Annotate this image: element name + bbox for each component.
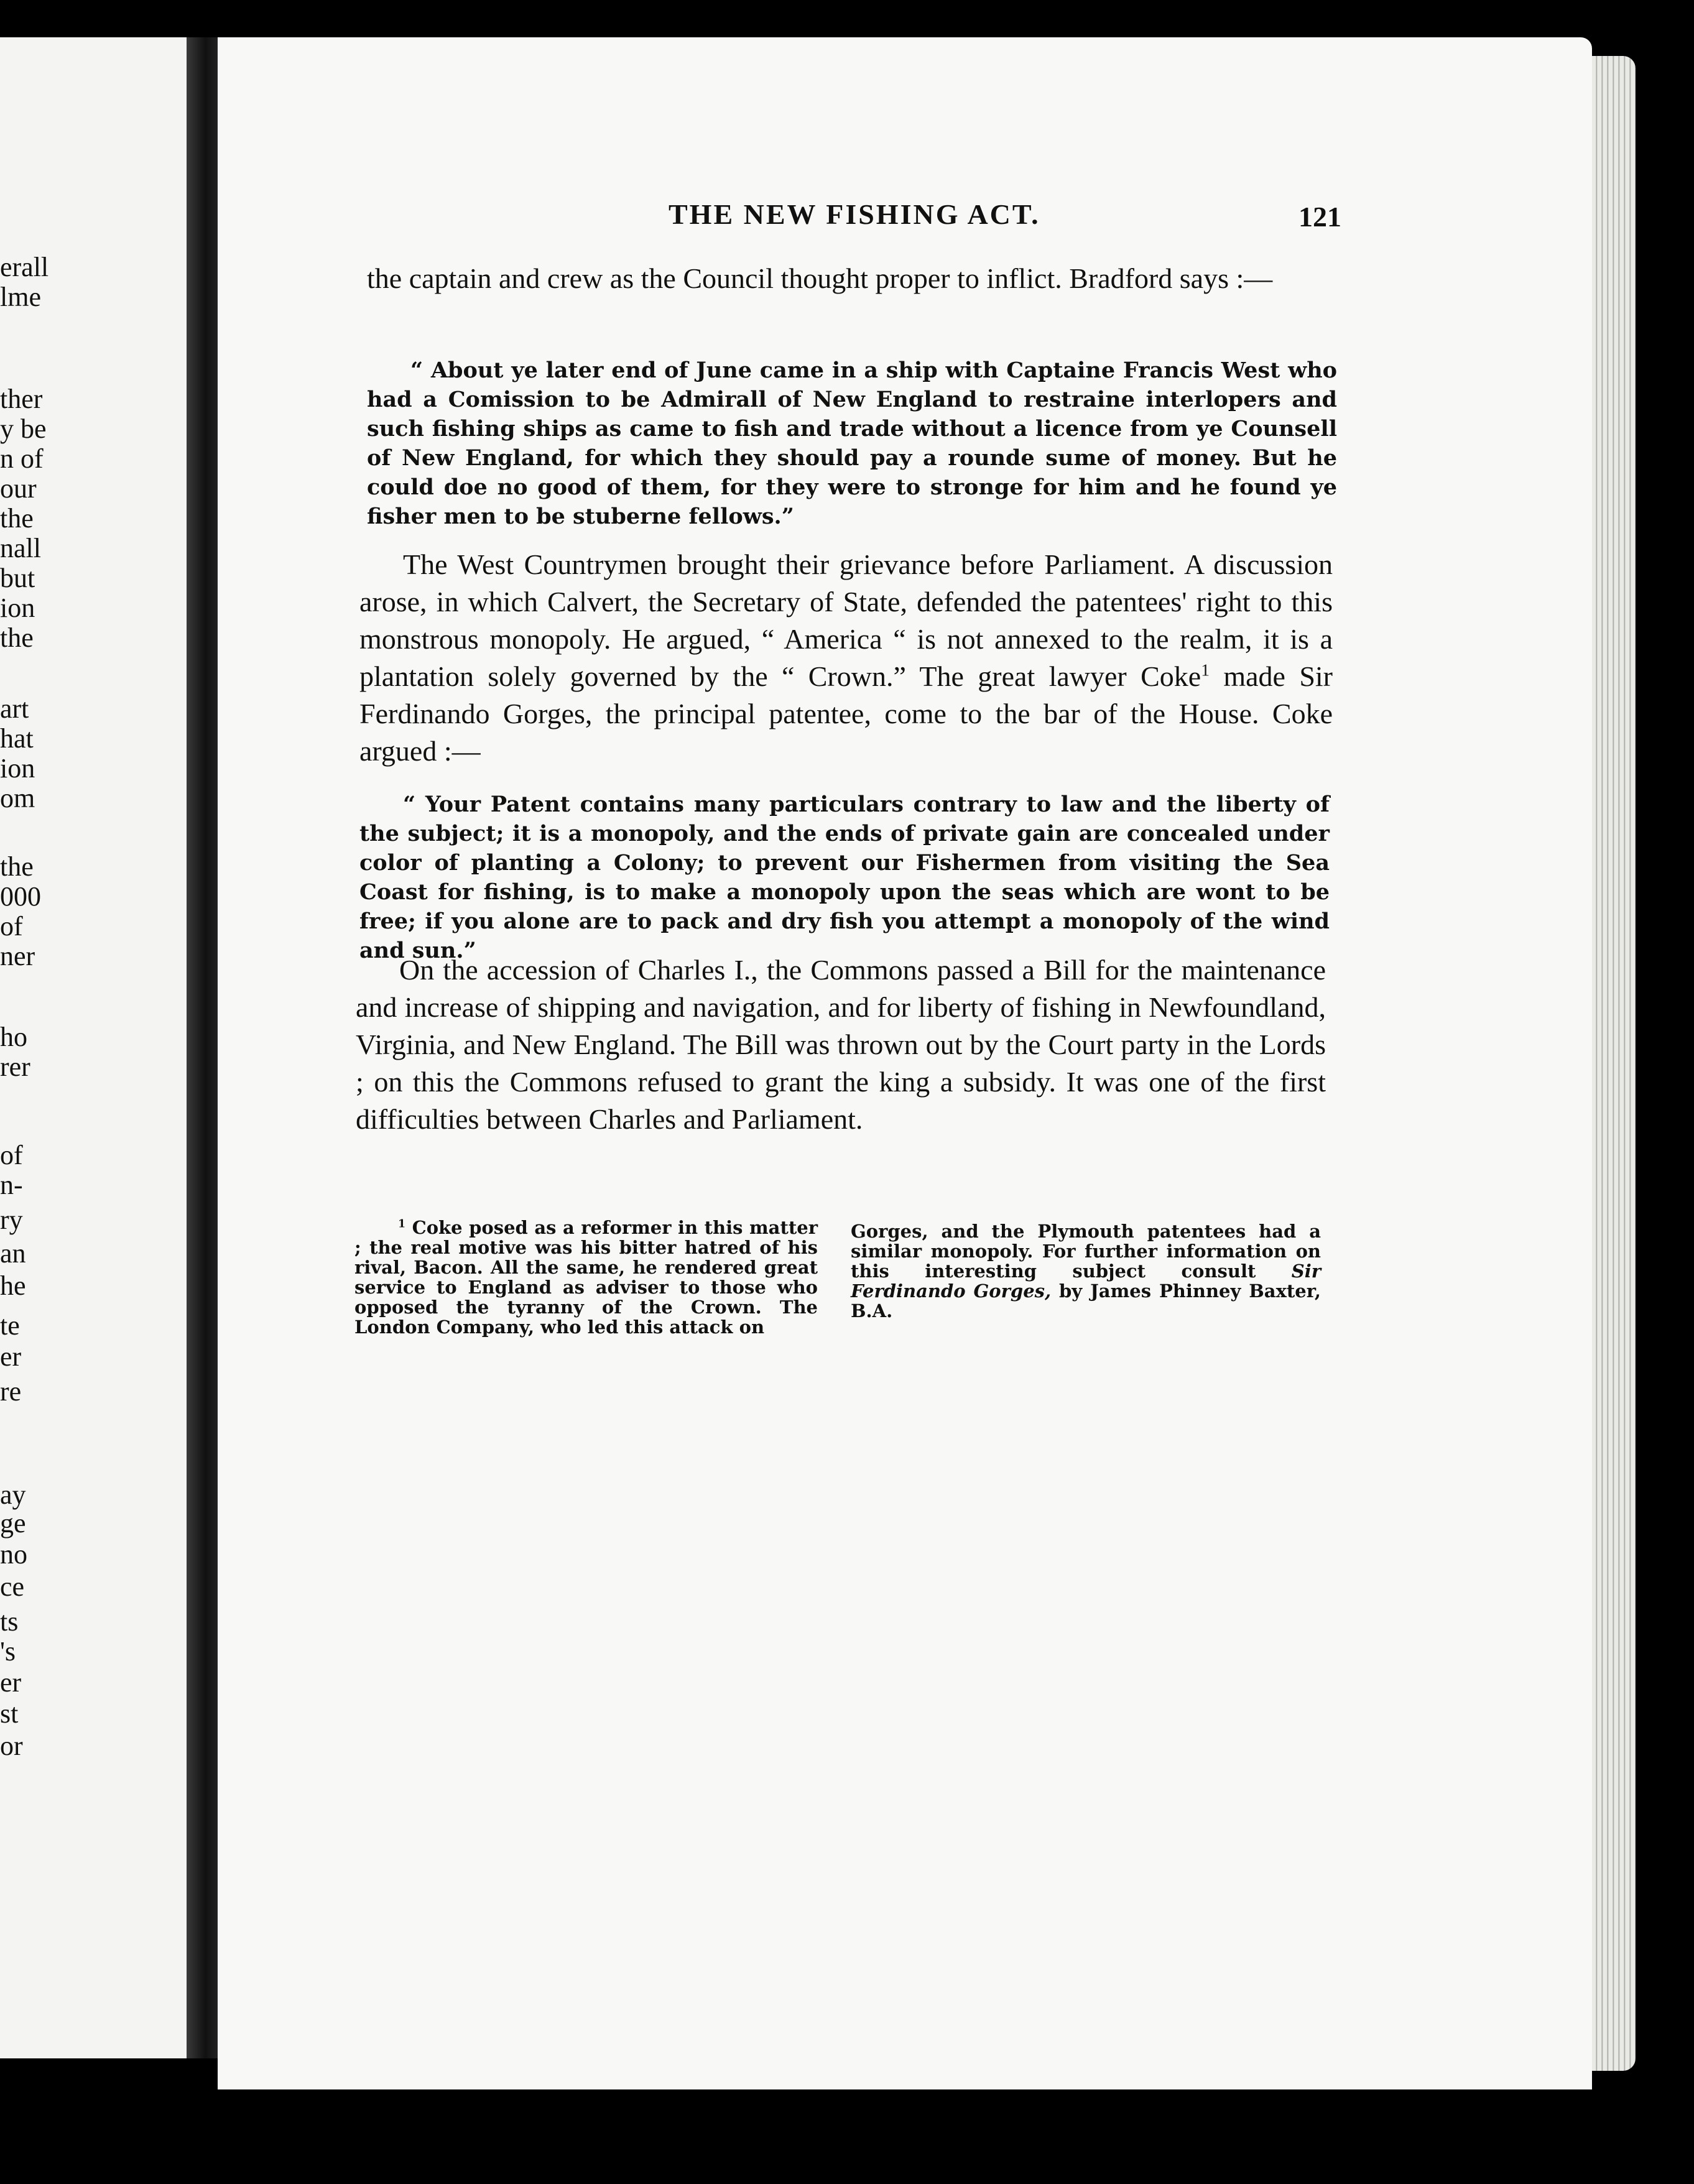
left-page-fragment: no <box>0 1539 27 1570</box>
left-page-fragment: lme <box>0 282 41 312</box>
left-page-fragment: n- <box>0 1170 23 1200</box>
left-page-fragment: ho <box>0 1022 27 1052</box>
left-page-fragment: nall <box>0 533 41 563</box>
left-page-fragment: om <box>0 783 35 813</box>
left-page-fragment: 's <box>0 1636 16 1667</box>
page-number: 121 <box>1298 201 1341 233</box>
left-page-fragment: the <box>0 503 34 534</box>
left-page-fragment: the <box>0 622 34 653</box>
left-page-fragment: ge <box>0 1508 26 1539</box>
running-head: THE NEW FISHING ACT. <box>669 198 1040 230</box>
footnote-text-2-cont: by James Phinney Baxter, B.A. <box>851 1280 1321 1321</box>
previous-page-fragment <box>0 37 209 2058</box>
left-page-fragment: ion <box>0 753 35 784</box>
left-page-fragment: st <box>0 1698 19 1729</box>
left-page-fragment: 000 <box>0 881 41 912</box>
paragraph-2-text: The West Countrymen brought their grievance before Parliament. A discussion arose, in which Calvert, the Secretary of State, defended the patentees' right to this monstrous monopoly. He argued, “ America “ is not annexed to the realm, it is a plantation solely governed by the “ Crown.” The great lawyer Coke <box>359 548 1333 692</box>
left-page-fragment: our <box>0 473 37 504</box>
block-quote-coke: “ Your Patent contains many particulars contrary to law and the liberty of the subject; it is a monopoly, and the ends of private gain are concealed under color of planting a Colony; to prevent our Fishermen from visiting the Sea Coast for fishing, is to make a monopoly upon the seas which are wont to be free; if you alone are to pack and dry fish you attempt a monopoly of the wind and sun.” <box>359 792 1330 963</box>
left-page-fragment: hat <box>0 723 34 754</box>
left-page-fragment: erall <box>0 252 49 282</box>
footnote-column-1 <box>354 1218 818 1337</box>
left-page-fragment: er <box>0 1667 22 1698</box>
left-page-fragment: he <box>0 1270 26 1301</box>
paragraph-2-text-cont: made Sir Ferdinando Gorges, the principal patentee, come to the bar of the House. Coke argued :— <box>359 660 1333 767</box>
footnote-column-2 <box>851 1221 1321 1321</box>
book-gutter <box>187 37 218 2058</box>
left-page-fragment: or <box>0 1731 23 1761</box>
left-page-fragment: the <box>0 851 34 882</box>
footnote-marker: 1 <box>398 1218 406 1231</box>
left-page-fragment: y be <box>0 414 47 444</box>
paragraph-3: On the accession of Charles I., the Commons passed a Bill for the maintenance and increase of shipping and navigation, and for liberty of fishing in Newfoundland, Virginia, and New England. The Bill was thrown out by the Court party in the Lords ; on this the Commons refused to grant the king a subsidy. It was one of the first difficulties between Charles and Parliament. <box>356 954 1326 1135</box>
left-page-fragment: rer <box>0 1052 30 1082</box>
left-page-fragment: er <box>0 1341 22 1372</box>
left-page-fragment: ts <box>0 1606 19 1637</box>
paragraph-1: the captain and crew as the Council thought proper to inflict. Bradford says :— <box>367 262 1273 294</box>
left-page-fragment: but <box>0 563 35 593</box>
left-page-fragment: ry <box>0 1205 23 1235</box>
left-page-fragment: re <box>0 1376 22 1407</box>
left-page-fragment: ther <box>0 384 43 414</box>
left-page-fragment: of <box>0 1140 23 1170</box>
left-page-fragment: art <box>0 693 29 724</box>
footnote-text-1: Coke posed as a reformer in this matter ; the real motive was his bitter hatred of his rival, Bacon. All the same, he rendered great service to England as adviser to those who opposed the tyranny of the Crown. The London Company, who led this attack on <box>354 1217 818 1338</box>
paragraph-2 <box>359 546 1333 770</box>
footnote-reference: 1 <box>1201 660 1210 680</box>
left-page-fragment: ay <box>0 1479 26 1510</box>
left-page-fragment: of <box>0 911 23 942</box>
left-page-fragment: ner <box>0 941 35 971</box>
footnote-book-title: Sir Ferdinando Gorges, <box>851 1261 1321 1302</box>
footnote-text-2: Gorges, and the Plymouth patentees had a similar monopoly. For further information on this interesting subject consult <box>851 1221 1321 1282</box>
left-page-fragment: n of <box>0 443 44 474</box>
left-page-fragment: ion <box>0 593 35 623</box>
left-page-fragment: te <box>0 1310 20 1341</box>
block-quote-west: “ About ye later end of June came in a ship with Captaine Francis West who had a Comission to be Admirall of New England to restraine interlopers and such fishing ships as came to fish and trade without a licence from ye Counsell of New England, for which they should pay a rounde sume of money. But he could doe no good of them, for they were to stronge for him and he found ye fisher men to be stuberne fellows.” <box>367 358 1337 529</box>
left-page-fragment: an <box>0 1238 26 1269</box>
left-page-fragment: ce <box>0 1571 25 1602</box>
page-edge-stack <box>1592 56 1636 2071</box>
